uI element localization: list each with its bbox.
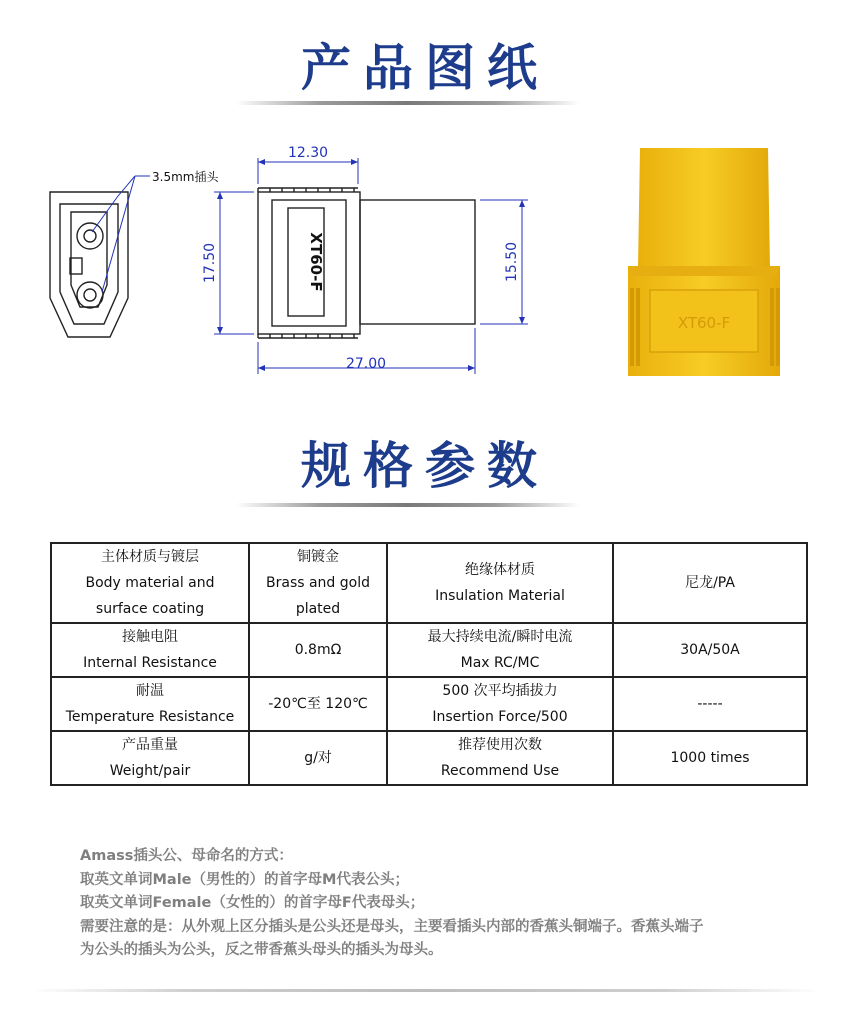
title-divider	[235, 503, 580, 507]
technical-drawing	[40, 140, 580, 390]
spec-value-cell	[249, 623, 387, 677]
spec-label-cell	[51, 623, 249, 677]
spec-label-en: Max RC/MC	[460, 655, 540, 671]
spec-value-cell	[613, 543, 807, 623]
note-line: 取英文单词Female（女性的）的首字母F代表母头；	[80, 895, 425, 911]
spec-label-en: Body material and	[85, 575, 215, 591]
spec-label-cn: 接触电阻	[122, 629, 178, 645]
spec-value: 尼龙/PA	[685, 575, 735, 591]
spec-label-cn: 主体材质与镀层	[101, 549, 199, 565]
spec-label-cn: 推荐使用次数	[458, 737, 542, 753]
dimension-bottom-length: 27.00	[345, 356, 387, 372]
spec-table	[50, 542, 808, 786]
drawing-section-title: 产品图纸	[301, 39, 549, 97]
bottom-divider	[30, 989, 820, 992]
spec-value-en: Brass and gold	[266, 575, 370, 591]
spec-label-cell	[387, 623, 613, 677]
note-line: Amass插头公、母命名的方式：	[80, 848, 293, 864]
spec-label-en: surface coating	[95, 601, 205, 617]
photo-marking: XT60-F	[677, 314, 731, 332]
spec-label-cn: 产品重量	[122, 737, 178, 753]
spec-label-cell	[387, 677, 613, 731]
spec-value: 1000 times	[670, 750, 750, 766]
spec-value-en: plated	[295, 601, 341, 617]
dimension-left-height: 17.50	[202, 242, 218, 284]
body-marking: XT60-F	[307, 232, 325, 292]
spec-label-en: Insertion Force/500	[432, 709, 568, 725]
spec-label-cn: 绝缘体材质	[465, 562, 535, 578]
spec-label-cn: 耐温	[136, 683, 164, 699]
spec-value-cell	[249, 731, 387, 785]
connector-photo	[620, 140, 790, 380]
spec-value-cell	[613, 731, 807, 785]
spec-label-en: Internal Resistance	[83, 655, 217, 671]
note-line: 为公头的插头为公头，反之带香蕉头母头的插头为母头。	[80, 942, 443, 958]
spec-label-en: Recommend Use	[440, 763, 560, 779]
spec-label-cell	[51, 677, 249, 731]
spec-value-cell	[613, 677, 807, 731]
spec-label-cell	[51, 731, 249, 785]
spec-label-cell	[387, 731, 613, 785]
spec-label-en: Temperature Resistance	[65, 709, 235, 725]
spec-value: -----	[697, 696, 723, 712]
spec-label-en: Weight/pair	[109, 763, 191, 779]
table-row	[51, 623, 807, 677]
connector-side-view	[258, 188, 475, 338]
table-row	[51, 677, 807, 731]
dimension-right-height: 15.50	[504, 241, 520, 283]
spec-value: 30A/50A	[680, 642, 740, 658]
spec-value-cell	[249, 677, 387, 731]
naming-notes	[80, 845, 820, 963]
spec-label-cell	[387, 543, 613, 623]
spec-label-cn: 最大持续电流/瞬时电流	[427, 629, 573, 645]
callout-label: 3.5mm插头	[152, 170, 219, 184]
connector-end-view	[50, 192, 128, 337]
table-row	[51, 731, 807, 785]
spec-value: 0.8mΩ	[294, 642, 342, 658]
spec-label-cell	[51, 543, 249, 623]
spec-label-en: Insulation Material	[435, 588, 565, 604]
spec-section-title: 规格参数	[301, 437, 549, 495]
title-divider	[235, 101, 580, 105]
note-line: 需要注意的是：从外观上区分插头是公头还是母头，主要看插头内部的香蕉头铜端子。香蕉头端子	[80, 918, 704, 935]
table-row	[51, 543, 807, 623]
spec-value-cn: 铜镀金	[297, 549, 339, 565]
spec-value-cell	[613, 623, 807, 677]
spec-label-cn: 500 次平均插拔力	[442, 683, 558, 699]
spec-value: -20℃至 120℃	[268, 696, 368, 712]
note-line: 取英文单词Male（男性的）的首字母M代表公头；	[80, 871, 409, 888]
spec-value-cell	[249, 543, 387, 623]
spec-value: g/对	[304, 750, 332, 766]
dimension-top-width: 12.30	[287, 145, 329, 161]
